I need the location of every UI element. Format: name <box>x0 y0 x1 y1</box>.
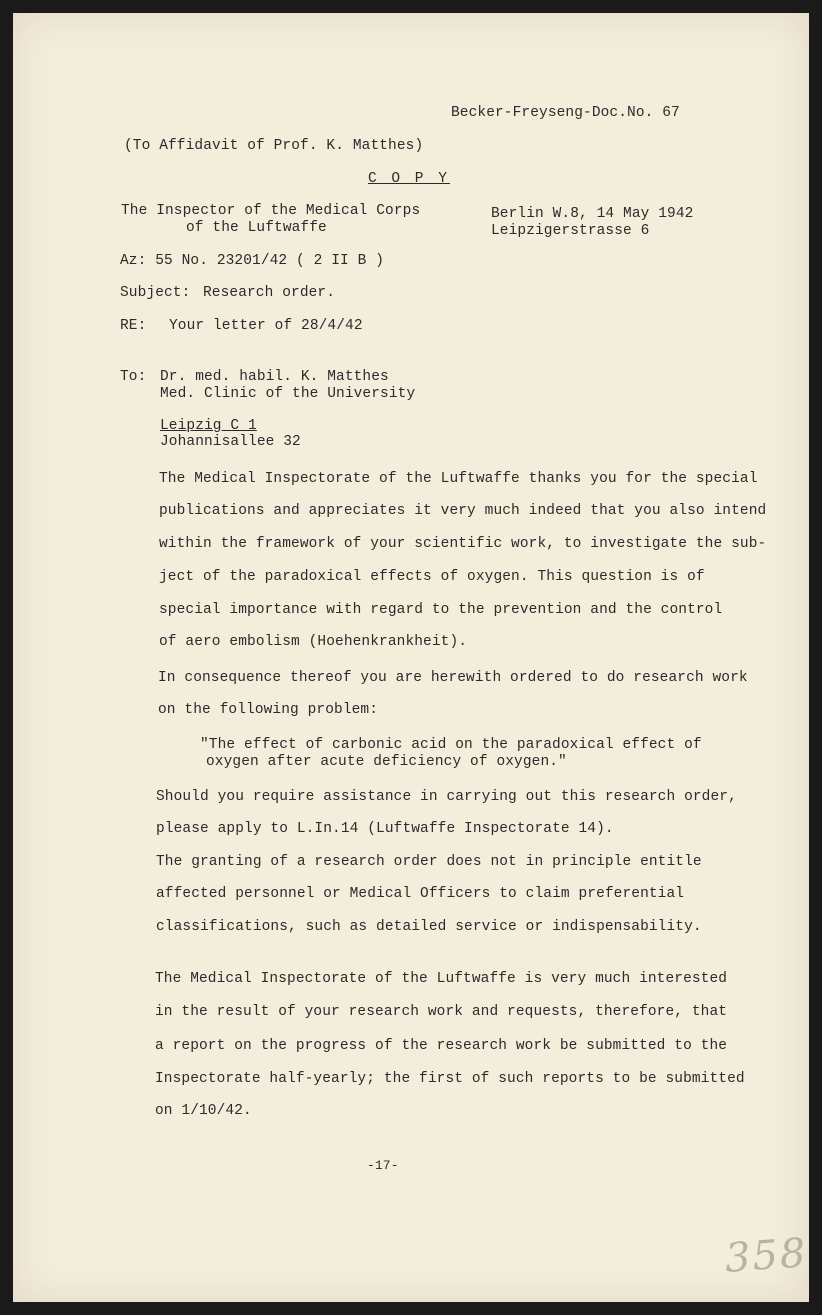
body-line: The Medical Inspectorate of the Luftwaffe thanks you for the special <box>159 471 758 487</box>
subject-label: Subject: <box>120 285 191 301</box>
body-line: on the following problem: <box>158 702 379 718</box>
reference-number: Az: 55 No. 23201/42 ( 2 II B ) <box>120 253 385 269</box>
handwritten-archive-number: 358 <box>723 1230 809 1282</box>
recipient-city: Leipzig C 1 <box>160 418 257 434</box>
page-number: -17- <box>367 1158 399 1173</box>
body-line: Inspectorate half-yearly; the first of such reports to be submitted <box>155 1071 745 1087</box>
body-line: please apply to L.In.14 (Luftwaffe Inspectorate 14). <box>156 821 614 837</box>
recipient-street: Johannisallee 32 <box>160 434 301 450</box>
body-line: classifications, such as detailed service or indispensability. <box>156 919 702 935</box>
sender-line-1: The Inspector of the Medical Corps <box>121 203 421 219</box>
body-line: The granting of a research order does not in principle entitle <box>156 854 702 870</box>
copy-heading: C O P Y <box>368 171 450 187</box>
address-street: Leipzigerstrasse 6 <box>491 223 650 239</box>
body-line: on 1/10/42. <box>155 1103 252 1119</box>
affidavit-reference: (To Affidavit of Prof. K. Matthes) <box>124 138 424 154</box>
place-date: Berlin W.8, 14 May 1942 <box>491 206 694 222</box>
sender-line-2: of the Luftwaffe <box>186 220 327 236</box>
body-line: Should you require assistance in carrying out this research order, <box>156 789 737 805</box>
document-page <box>13 13 809 1302</box>
body-line: In consequence thereof you are herewith ordered to do research work <box>158 670 748 686</box>
doc-number: Becker-Freyseng-Doc.No. 67 <box>451 105 680 121</box>
quote-line: "The effect of carbonic acid on the paradoxical effect of <box>200 737 702 753</box>
to-label: To: <box>120 369 147 385</box>
recipient-name: Dr. med. habil. K. Matthes <box>160 369 389 385</box>
recipient-institution: Med. Clinic of the University <box>160 386 416 402</box>
body-line: The Medical Inspectorate of the Luftwaffe is very much interested <box>155 971 728 987</box>
body-line: within the framework of your scientific work, to investigate the sub- <box>159 536 767 552</box>
body-line: of aero embolism (Hoehenkrankheit). <box>159 634 468 650</box>
body-line: ject of the paradoxical effects of oxygen. This question is of <box>159 569 705 585</box>
body-line: in the result of your research work and requests, therefore, that <box>155 1004 728 1020</box>
re-text: Your letter of 28/4/42 <box>169 318 363 334</box>
body-line: special importance with regard to the prevention and the control <box>159 602 723 618</box>
body-line: affected personnel or Medical Officers to claim preferential <box>156 886 685 902</box>
body-line: publications and appreciates it very much indeed that you also intend <box>159 503 767 519</box>
body-line: a report on the progress of the research work be submitted to the <box>155 1038 728 1054</box>
subject-text: Research order. <box>203 285 336 301</box>
re-label: RE: <box>120 318 147 334</box>
quote-line: oxygen after acute deficiency of oxygen." <box>206 754 567 770</box>
